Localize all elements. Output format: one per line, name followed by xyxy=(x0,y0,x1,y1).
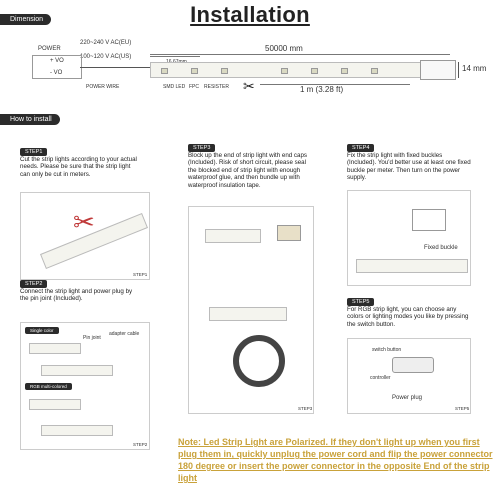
step4-strip xyxy=(356,259,468,273)
insulation-tape xyxy=(233,335,285,387)
scissors-icon: ✂ xyxy=(243,78,255,94)
single-strip-b xyxy=(41,365,113,376)
plus-vo-label: + VO xyxy=(50,58,64,64)
step2-text: Connect the strip light and power plug by the pin joint (Included). xyxy=(20,288,133,303)
length-dimension-line xyxy=(150,54,450,55)
strip-end-cap xyxy=(420,60,456,80)
step1-label: STEP1 xyxy=(20,148,47,156)
fpc-label: FPC xyxy=(189,84,199,90)
cut-length-label: 1 m (3.28 ft) xyxy=(300,85,344,94)
length-label: 50000 mm xyxy=(265,44,303,53)
rgb-strip-a xyxy=(29,399,81,410)
step5-label: STEP5 xyxy=(347,298,374,306)
polarity-note-text: Note: Led Strip Light are Polarized. If they don't light up when you first plug them in, quickly unplug the power cord and flip the power connector 180 degree or insert the power connector in the opposite End of the strip light xyxy=(178,437,493,483)
step3-strip xyxy=(205,229,261,243)
single-color-label: Single color xyxy=(25,327,59,334)
power-box xyxy=(32,55,82,79)
scissors-icon: ✂ xyxy=(73,207,95,237)
pin-joint-label: Pin joint xyxy=(83,335,101,341)
step3-caption: STEP3 xyxy=(298,406,313,411)
step3-strip-sealed xyxy=(209,307,287,321)
step2-label: STEP2 xyxy=(20,280,47,288)
fixed-buckle-label: Fixed buckle xyxy=(424,245,458,251)
rgb-label: RGB multi-colored xyxy=(25,383,72,390)
step3-text: Block up the end of strip light with end caps (Included). Risk of short circuit, please seal the blocked end of strip light with enough waterproof glue, and then bundle up with waterproof insulation tape. xyxy=(188,152,308,189)
power-wire-label: POWER WIRE xyxy=(86,84,120,90)
voltage-us: 100~120 V AC(US) xyxy=(80,54,132,60)
step5-caption: STEP5 xyxy=(455,406,470,411)
power-wire-line xyxy=(80,67,150,68)
page-title: Installation xyxy=(190,2,310,27)
controller-box xyxy=(392,357,434,373)
rgb-strip-b xyxy=(41,425,113,436)
switch-button-label: switch button xyxy=(372,347,402,353)
step5-text: For RGB strip light, you can choose any colors or lighting modes you like by pressing the switch button. xyxy=(347,306,469,328)
step1-text: Cut the strip lights according to your actual needs. Please be sure that the strip light can only be cut in meters. xyxy=(20,156,137,178)
voltage-eu: 220~240 V AC(EU) xyxy=(80,40,132,46)
step4-text: Fix the strip light with fixed buckles (Included). You'd better use at least one fixed buckle per meter. Then turn on the power supply. xyxy=(347,152,471,182)
buckle-icon xyxy=(412,209,446,231)
polarity-note xyxy=(178,436,496,484)
step5-image xyxy=(347,338,471,414)
strip-light-dimension xyxy=(150,62,422,78)
step4-image xyxy=(347,190,471,286)
step2-image xyxy=(20,322,150,450)
step4-label: STEP4 xyxy=(347,144,374,152)
smd-led-label: SMD LED xyxy=(163,84,186,90)
adapter-cable-label: adapter cable xyxy=(109,331,140,337)
minus-vo-label: - VO xyxy=(50,70,63,76)
step3-image xyxy=(188,206,314,414)
step1-image xyxy=(20,192,150,280)
step3-label: STEP3 xyxy=(188,144,215,152)
single-strip-a xyxy=(29,343,81,354)
width-label: 14 mm xyxy=(462,64,487,73)
step1-caption: STEP1 xyxy=(133,272,148,277)
power-plug-label: Power plug xyxy=(392,395,423,401)
end-cap xyxy=(277,225,301,241)
dimension-tag: Dimension xyxy=(0,14,51,25)
resister-label: RESISTER xyxy=(204,84,230,90)
controller-label: controller xyxy=(370,375,391,381)
width-dimension-line xyxy=(458,62,459,78)
step2-caption: STEP2 xyxy=(133,442,148,447)
segment-dimension-line xyxy=(150,56,200,57)
power-label: POWER xyxy=(38,46,61,52)
how-to-install-tag: How to install xyxy=(0,114,60,125)
